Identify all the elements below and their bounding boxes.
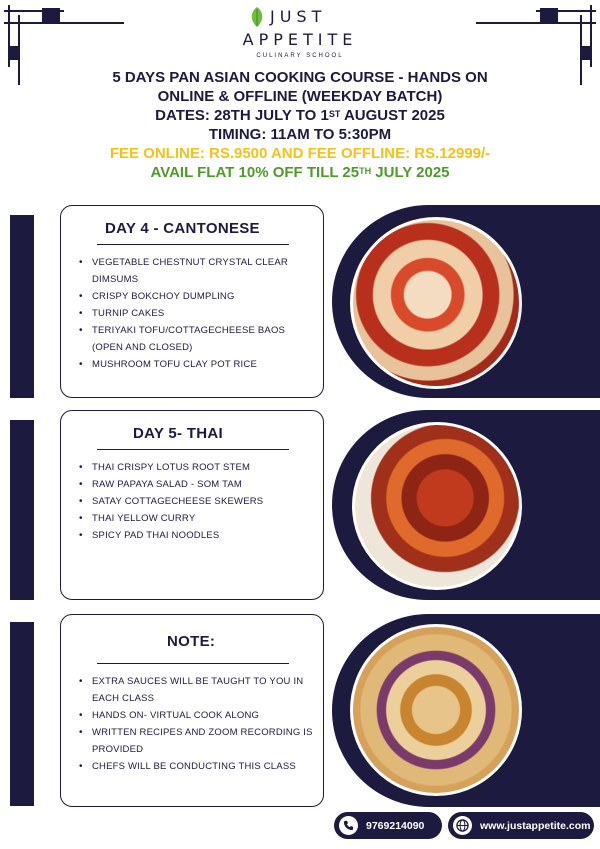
list-item: • CHEFS WILL BE CONDUCTING THIS CLASS: [79, 758, 313, 775]
course-fee: FEE ONLINE: RS.9500 AND FEE OFFLINE: RS.12999/-: [109, 145, 491, 162]
pad-thai-photo: [350, 624, 522, 796]
list-item: • HANDS ON- VIRTUAL COOK ALONG: [79, 707, 313, 724]
website-link[interactable]: [448, 812, 594, 839]
section-title: DAY 5- THAI: [133, 425, 223, 442]
list-item: • SPICY PAD THAI NOODLES: [79, 527, 313, 544]
list-item: • SATAY COTTAGECHEESE SKEWERS: [79, 493, 313, 510]
note-list: [79, 673, 313, 775]
website-url: www.justappetite.com: [480, 819, 591, 832]
section-side-bar: [10, 622, 34, 806]
photo-band: [332, 614, 600, 807]
section-side-bar: [10, 215, 34, 398]
logo-text-appetite: APPETITE: [242, 30, 358, 49]
photo-band: [332, 205, 600, 398]
course-title: [0, 68, 600, 182]
globe-icon: [453, 816, 472, 835]
list-item: • WRITTEN RECIPES AND ZOOM RECORDING IS PROVIDED: [79, 724, 313, 758]
lotus-stem-photo: [352, 422, 522, 590]
course-title-line1: 5 DAYS PAN ASIAN COOKING COURSE - HANDS ON: [112, 69, 488, 86]
note-card: [60, 614, 324, 807]
dimsum-photo: [350, 217, 522, 389]
photo-band: [332, 410, 600, 600]
menu-list: [79, 459, 313, 544]
logo-tagline: CULINARY SCHOOL: [256, 53, 344, 59]
menu-list: [79, 254, 313, 373]
title-divider: [97, 244, 289, 245]
course-timing: TIMING: 11AM TO 5:30PM: [208, 126, 392, 143]
discount-offer: AVAIL FLAT 10% OFF TILL 25TH JULY 2025: [150, 164, 450, 181]
day4-card: [60, 205, 324, 398]
list-item: • CRISPY BOKCHOY DUMPLING: [79, 288, 313, 305]
phone-number: 9769214090: [366, 819, 425, 832]
leaf-icon: [249, 6, 265, 28]
course-dates: DATES: 28TH JULY TO 1ST AUGUST 2025: [155, 107, 445, 124]
section-title: DAY 4 - CANTONESE: [105, 220, 260, 237]
title-divider: [97, 449, 289, 450]
list-item: • TERIYAKI TOFU/COTTAGECHEESE BAOS (OPEN AND CLOSED): [79, 322, 313, 356]
phone-icon: [339, 816, 358, 835]
phone-button[interactable]: [334, 812, 442, 839]
list-item: • MUSHROOM TOFU CLAY POT RICE: [79, 356, 313, 373]
list-item: • RAW PAPAYA SALAD - SOM TAM: [79, 476, 313, 493]
section-side-bar: [10, 420, 34, 600]
list-item: • THAI YELLOW CURRY: [79, 510, 313, 527]
section-title: NOTE:: [167, 633, 216, 650]
list-item: • TURNIP CAKES: [79, 305, 313, 322]
title-divider: [97, 663, 289, 664]
day5-card: [60, 410, 324, 600]
logo-text-just: JUST: [270, 7, 327, 26]
list-item: • THAI CRISPY LOTUS ROOT STEM: [79, 459, 313, 476]
course-title-line2: ONLINE & OFFLINE (WEEKDAY BATCH): [157, 88, 443, 105]
list-item: • EXTRA SAUCES WILL BE TAUGHT TO YOU IN EACH CLASS: [79, 673, 313, 707]
list-item: • VEGETABLE CHESTNUT CRYSTAL CLEAR DIMSUMS: [79, 254, 313, 288]
